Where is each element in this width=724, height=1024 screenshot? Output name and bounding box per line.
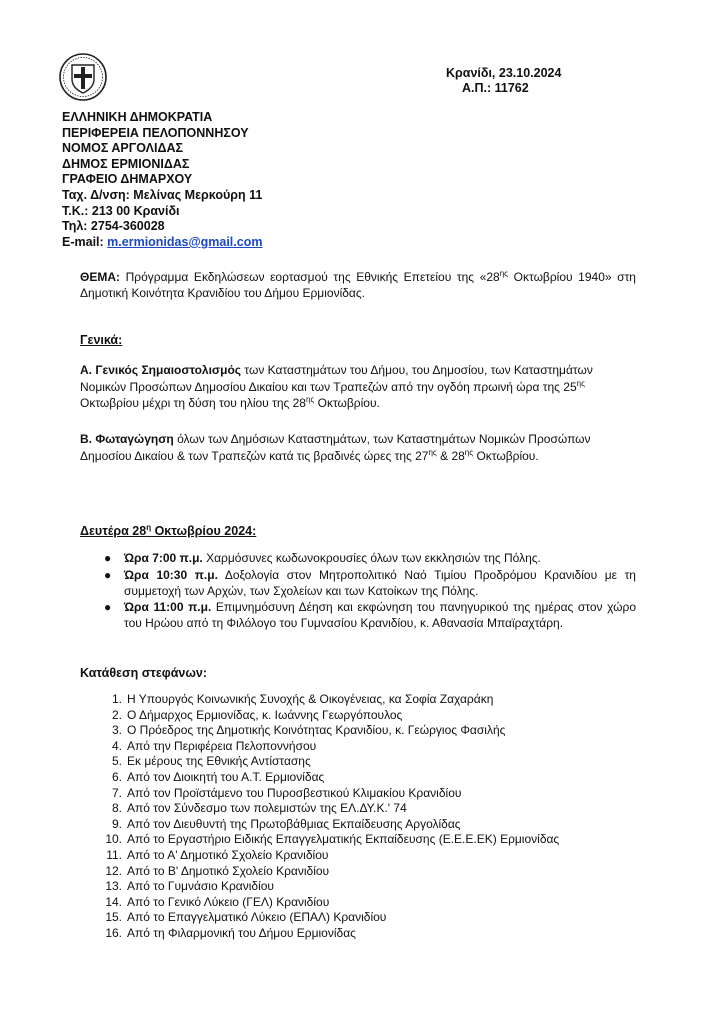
wreath-item-number: 12.: [105, 863, 122, 878]
wreath-item: [104, 692, 559, 708]
wreath-item-text: Από το Β' Δημοτικό Σχολείο Κρανιδίου: [127, 863, 330, 878]
bullet-icon: ●: [104, 551, 112, 565]
wreath-item-number: 3.: [111, 723, 122, 738]
date-block: [446, 66, 561, 96]
wreath-item-number: 10.: [105, 832, 122, 847]
wreath-item-text: Από τον Σύνδεσμο των πολεμιστών της ΕΛ.ΔΥ.Κ.' 74: [127, 801, 407, 816]
protocol-number: Α.Π.: 11762: [462, 81, 529, 95]
wreath-item-text: Από την Περιφέρεια Πελοποννήσου: [127, 738, 317, 753]
wreath-item-text: Από το Γενικό Λύκειο (ΓΕΛ) Κρανιδίου: [127, 894, 330, 909]
event-item: [104, 600, 636, 632]
bullet-icon: ●: [104, 600, 112, 615]
wreath-item-number: 4.: [111, 738, 122, 753]
wreath-heading: Κατάθεση στεφάνων:: [80, 666, 208, 680]
item-b-text: & 28: [436, 448, 465, 463]
day-heading-text: Δευτέρα 28: [80, 524, 147, 538]
wreath-item-text: Από τη Φιλαρμονική του Δήμου Ερμιονίδας: [127, 925, 356, 940]
wreath-item-number: 5.: [111, 754, 122, 769]
superscript: ης: [499, 269, 509, 278]
wreath-item-number: 13.: [105, 879, 122, 894]
wreath-item: [104, 848, 559, 864]
wreath-item-text: Από τον Προϊστάμενο του Πυροσβεστικού Κλιμακίου Κρανιδίου: [127, 785, 462, 800]
wreath-item-number: 7.: [111, 785, 122, 800]
event-time: Ώρα 10:30 π.μ.: [124, 567, 218, 582]
email-line: [62, 235, 262, 251]
wreath-item: [104, 723, 559, 739]
wreath-item-number: 11.: [106, 847, 122, 862]
address-line: Ταχ. Δ/νση: Μελίνας Μερκούρη 11: [62, 187, 263, 202]
document-date: Κρανίδι, 23.10.2024: [446, 66, 562, 80]
email-link[interactable]: m.ermionidas@gmail.com: [107, 234, 263, 249]
wreath-item: [104, 708, 559, 724]
superscript: ης: [576, 378, 585, 388]
sender-header: [62, 110, 262, 250]
greek-coat-of-arms-icon: [58, 52, 108, 102]
wreath-item-text: Από το Επαγγελματικό Λύκειο (ΕΠΑΛ) Κρανιδίου: [127, 910, 387, 925]
item-b-text: Οκτωβρίου.: [473, 448, 539, 463]
item-b-label: Β. Φωταγώγηση: [80, 432, 174, 446]
wreath-item: [104, 895, 559, 911]
superscript: η: [146, 522, 152, 532]
wreath-item: [104, 786, 559, 802]
subject-label: ΘΕΜΑ:: [80, 270, 120, 284]
superscript: ης: [428, 447, 437, 457]
wreath-item: [104, 926, 559, 942]
general-heading: Γενικά:: [80, 333, 123, 347]
event-item: [104, 568, 636, 600]
event-text: Δοξολογία στον Μητροπολιτικό Ναό Τιμίου Προδρόμου Κρανιδίου με τη συμμετοχή των Αρχών, των Σχολείων και των Κατοίκων της Πόλης.: [124, 567, 636, 598]
wreath-item-number: 1.: [111, 692, 122, 706]
wreath-item-text: Από το Α' Δημοτικό Σχολείο Κρανιδίου: [127, 847, 329, 862]
wreath-list: [104, 692, 559, 942]
event-time: Ώρα 11:00 π.μ.: [124, 600, 212, 615]
day-heading: [80, 524, 256, 538]
general-item-b: [80, 431, 640, 464]
superscript: ης: [464, 447, 474, 457]
wreath-item-text: Ο Δήμαρχος Ερμιονίδας, κ. Ιωάννης Γεωργόπουλος: [127, 707, 403, 722]
header-line: ΝΟΜΟΣ ΑΡΓΟΛΙΔΑΣ: [62, 141, 183, 156]
wreath-item: [104, 832, 559, 848]
wreath-item-text: Από τον Διοικητή του Α.Τ. Ερμιονίδας: [127, 769, 325, 784]
wreath-item-number: 2.: [111, 707, 122, 722]
wreath-item: [104, 817, 559, 833]
wreath-item-text: Από τον Διευθυντή της Πρωτοβάθμιας Εκπαίδευσης Αργολίδας: [127, 816, 461, 831]
bullet-icon: ●: [104, 567, 112, 582]
superscript: ης: [305, 395, 315, 404]
event-list: [104, 551, 636, 633]
event-text: Χαρμόσυνες κωδωνοκρουσίες όλων των εκκλησιών της Πόλης.: [202, 551, 541, 565]
wreath-item: [104, 770, 559, 786]
event-item: [104, 551, 636, 567]
wreath-item-number: 8.: [111, 801, 122, 816]
wreath-item-text: Εκ μέρους της Εθνικής Αντίστασης: [127, 754, 311, 769]
postcode-line: Τ.Κ.: 213 00 Κρανίδι: [62, 203, 180, 218]
wreath-item: [104, 910, 559, 926]
item-a-text: Οκτωβρίου μέχρι τη δύση του ηλίου της 28: [80, 396, 306, 410]
item-a-label: Α. Γενικός Σημαιοστολισμός: [80, 363, 242, 377]
wreath-item-number: 16.: [105, 925, 122, 940]
subject-text: Οκτωβρίου 1940» στη Δημοτική Κοινότητα Κρανιδίου του Δήμου Ερμιονίδας.: [80, 270, 636, 300]
event-text: Επιμνημόσυνη Δέηση και εκφώνηση του πανηγυρικού της ημέρας στον χώρο του Ηρώου από τη Φιλόλογο του Γυμνασίου Κρανιδίου, κ. Αθανασία Μπαϊραχτάρη.: [124, 600, 636, 631]
email-label: E-mail:: [62, 234, 104, 249]
header-line: ΓΡΑΦΕΙΟ ΔΗΜΑΡΧΟΥ: [62, 172, 193, 187]
subject-paragraph: [80, 270, 636, 301]
header-line: ΕΛΛΗΝΙΚΗ ΔΗΜΟΚΡΑΤΙΑ: [62, 110, 213, 124]
subject-text: Πρόγραμμα Εκδηλώσεων εορτασμού της Εθνικής Επετείου της «28: [125, 270, 500, 284]
wreath-item: [104, 801, 559, 817]
wreath-item: [104, 754, 559, 770]
wreath-item-text: Η Υπουργός Κοινωνικής Συνοχής & Οικογένειας, κα Σοφία Ζαχαράκη: [127, 692, 494, 706]
wreath-item: [104, 864, 559, 880]
wreath-item-text: Ο Πρόεδρος της Δημοτικής Κοινότητας Κρανιδίου, κ. Γεώργιος Φασιλής: [127, 723, 506, 738]
phone-line: Τηλ: 2754-360028: [62, 219, 165, 234]
wreath-item-number: 6.: [111, 769, 122, 784]
day-heading-text: Οκτωβρίου 2024:: [151, 524, 257, 538]
item-a-text: των Καταστημάτων του Δήμου, του Δημοσίου, των Καταστημάτων Νομικών Προσώπων Δημοσίου Δικαίου και των Τραπεζών από την ογδόη πρωινή ώρα της 25: [80, 363, 593, 394]
wreath-item-number: 15.: [105, 910, 122, 925]
wreath-item-text: Από το Γυμνάσιο Κρανιδίου: [127, 879, 274, 894]
item-a-text: Οκτωβρίου.: [314, 396, 380, 410]
wreath-item: [104, 739, 559, 755]
header-line: ΔΗΜΟΣ ΕΡΜΙΟΝΙΔΑΣ: [62, 156, 190, 171]
wreath-item-text: Από το Εργαστήριο Ειδικής Επαγγελματικής Εκπαίδευσης (Ε.Ε.Ε.ΕΚ) Ερμιονίδας: [127, 832, 560, 847]
wreath-item: [104, 879, 559, 895]
wreath-item-number: 14.: [105, 894, 122, 909]
header-line: ΠΕΡΙΦΕΡΕΙΑ ΠΕΛΟΠΟΝΝΗΣΟΥ: [62, 125, 249, 140]
item-b-text: όλων των Δημόσιων Καταστημάτων, των Καταστημάτων Νομικών Προσώπων Δημοσίου Δικαίου & των Τραπεζών κατά τις βραδινές ώρες της 27: [80, 432, 591, 463]
general-item-a: [80, 362, 640, 412]
wreath-item-number: 9.: [111, 816, 122, 831]
event-time: Ώρα 7:00 π.μ.: [124, 551, 203, 565]
